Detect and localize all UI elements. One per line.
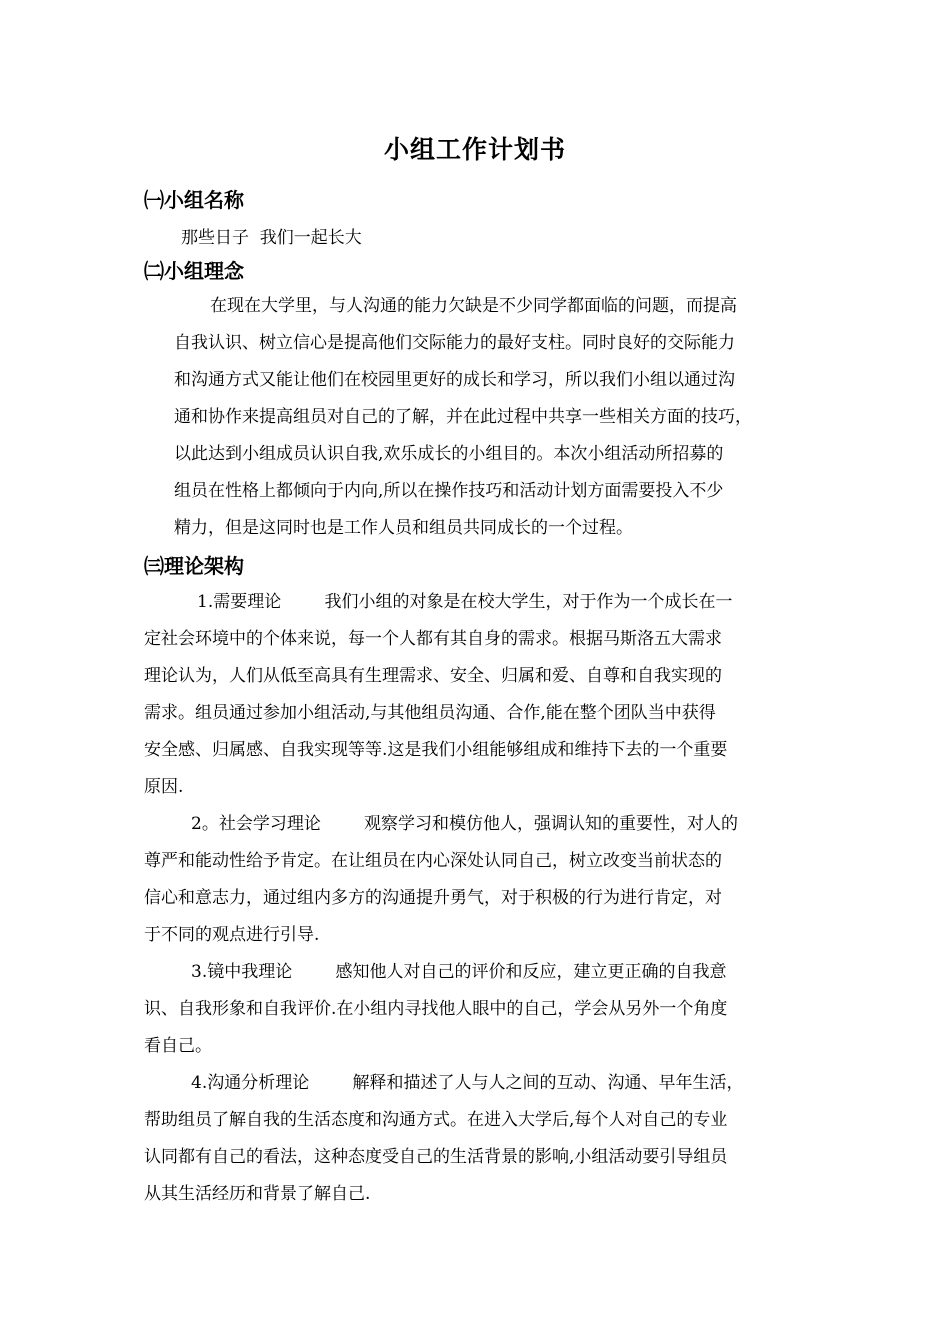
theory-4-line: 帮助组员了解自我的生活态度和沟通方式。在进入大学后,每个人对自己的专业: [144, 1110, 728, 1130]
document-title: 小组工作计划书: [383, 135, 566, 164]
theory-4-line: 认同都有自己的看法，这种态度受自己的生活背景的影响,小组活动要引导组员: [144, 1147, 728, 1167]
theory-1-line: 原因.: [144, 777, 184, 797]
section-heading-group-concept: ㈡小组理念: [144, 259, 244, 283]
theory-1-line: 1.需要理论 我们小组的对象是在校大学生，对于作为一个成长在一: [197, 592, 733, 612]
section-heading-group-name: ㈠小组名称: [144, 188, 244, 212]
theory-4-line: 4.沟通分析理论 解释和描述了人与人之间的互动、沟通、早年生活，: [191, 1073, 744, 1093]
theory-2-line: 信心和意志力，通过组内多方的沟通提升勇气，对于积极的行为进行肯定，对: [144, 888, 722, 908]
theory-2-line: 尊严和能动性给予肯定。在让组员在内心深处认同自己，树立改变当前状态的: [144, 851, 722, 871]
concept-line: 自我认识、树立信心是提高他们交际能力的最好支柱。同时良好的交际能力: [174, 333, 735, 353]
theory-3-line: 看自己。: [144, 1036, 212, 1056]
concept-line: 精力，但是这同时也是工作人员和组员共同成长的一个过程。: [174, 518, 633, 538]
concept-line: 组员在性格上都倾向于内向,所以在操作技巧和活动计划方面需要投入不少: [174, 481, 724, 501]
concept-line: 以此达到小组成员认识自我,欢乐成长的小组目的。本次小组活动所招募的: [174, 444, 724, 464]
theory-3-line: 3.镜中我理论 感知他人对自己的评价和反应，建立更正确的自我意: [191, 962, 727, 982]
theory-1-line: 定社会环境中的个体来说，每一个人都有其自身的需求。根据马斯洛五大需求: [144, 629, 722, 649]
theory-1-line: 安全感、归属感、自我实现等等.这是我们小组能够组成和维持下去的一个重要: [144, 740, 728, 760]
concept-line: 和沟通方式又能让他们在校园里更好的成长和学习，所以我们小组以通过沟: [174, 370, 735, 390]
theory-3-line: 识、自我形象和自我评价.在小组内寻找他人眼中的自己，学会从另外一个角度: [144, 999, 728, 1019]
section-heading-theory-framework: ㈢理论架构: [144, 554, 244, 578]
theory-1-line: 理论认为，人们从低至高具有生理需求、安全、归属和爱、自尊和自我实现的: [144, 666, 722, 686]
theory-4-line: 从其生活经历和背景了解自己.: [144, 1184, 371, 1204]
theory-2-line: 于不同的观点进行引导.: [144, 925, 320, 945]
concept-line: 通和协作来提高组员对自己的了解，并在此过程中共享一些相关方面的技巧，: [174, 407, 752, 427]
concept-line: 在现在大学里，与人沟通的能力欠缺是不少同学都面临的问题，而提高: [210, 296, 737, 316]
theory-1-line: 需求。组员通过参加小组活动,与其他组员沟通、合作,能在整个团队当中获得: [144, 703, 716, 723]
theory-2-line: 2。社会学习理论 观察学习和模仿他人，强调认知的重要性，对人的: [191, 814, 739, 834]
group-name-text: 那些日子 我们一起长大: [181, 228, 362, 248]
